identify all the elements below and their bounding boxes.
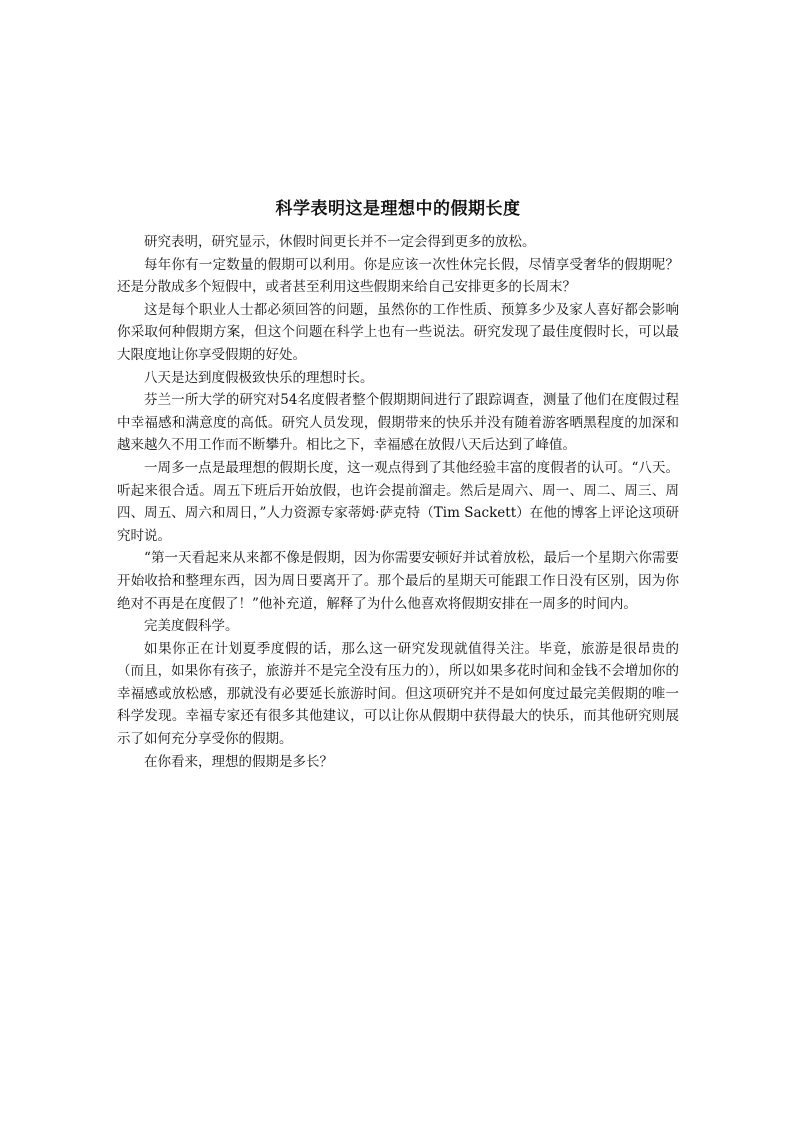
document-page xyxy=(117,196,679,773)
paragraph-finland-study: 芬兰一所大学的研究对54名度假者整个假期期间进行了跟踪调查，测量了他们在度假过程中幸福感和满意度的高低。研究人员发现，假期带来的快乐并没有随着游客晒黑程度的加深和越来越久不用工作而不断攀升。相比之下，幸福感在放假八天后达到了峰值。 xyxy=(117,392,679,454)
document-title: 科学表明这是理想中的假期长度 xyxy=(275,199,521,219)
paragraph-quote: “第一天看起来从来都不像是假期，因为你需要安顿好并试着放松，最后一个星期六你需要开始收拾和整理东西，因为周日要离开了。那个最后的星期天可能跟工作日没有区别，因为你绝对不再是在度假了！”他补充道，解释了为什么他喜欢将假期安排在一周多的时间内。 xyxy=(117,550,679,612)
paragraph-subheading: 完美度假科学。 xyxy=(144,618,239,635)
paragraph-summer-planning: 如果你正在计划夏季度假的话，那么这一研究发现就值得关注。毕竟，旅游是很昂贵的（而且，如果你有孩子，旅游并不是完全没有压力的），所以如果多花时间和金钱不会增加你的幸福感或放松感，那就没有必要延长旅游时间。但这项研究并不是如何度过最完美假期的唯一科学发现。幸福专家还有很多其他建议，可以让你从假期中获得最大的快乐，而其他研究则展示了如何充分享受你的假期。 xyxy=(117,640,679,748)
paragraph-intro: 研究表明，研究显示，休假时间更长并不一定会得到更多的放松。 xyxy=(144,234,536,250)
paragraph-context: 这是每个职业人士都必须回答的问题，虽然你的工作性质、预算多少及家人喜好都会影响你采取何种假期方案，但这个问题在科学上也有一些说法。研究发现了最佳度假时长，可以最大限度地让你享受假期的好处。 xyxy=(117,301,679,363)
paragraph-eight-days: 八天是达到度假极致快乐的理想时长。 xyxy=(144,369,374,386)
paragraph-closing-question: 在你看来，理想的假期是多长？ xyxy=(144,753,333,770)
paragraph-expert-opinion: 一周多一点是最理想的假期长度，这一观点得到了其他经验丰富的度假者的认可。“八天。听起来很合适。周五下班后开始放假，也许会提前溜走。然后是周六、周一、周二、周三、周四、周五、周六和周日，”人力资源专家蒂姆·萨克特（Tim Sackett）在他的博客上评论这项研究时说。 xyxy=(117,459,679,544)
paragraph-question: 每年你有一定数量的假期可以利用。你是应该一次性休完长假，尽情享受奢华的假期呢？还是分散成多个短假中，或者甚至利用这些假期来给自己安排更多的长周末？ xyxy=(117,256,679,296)
